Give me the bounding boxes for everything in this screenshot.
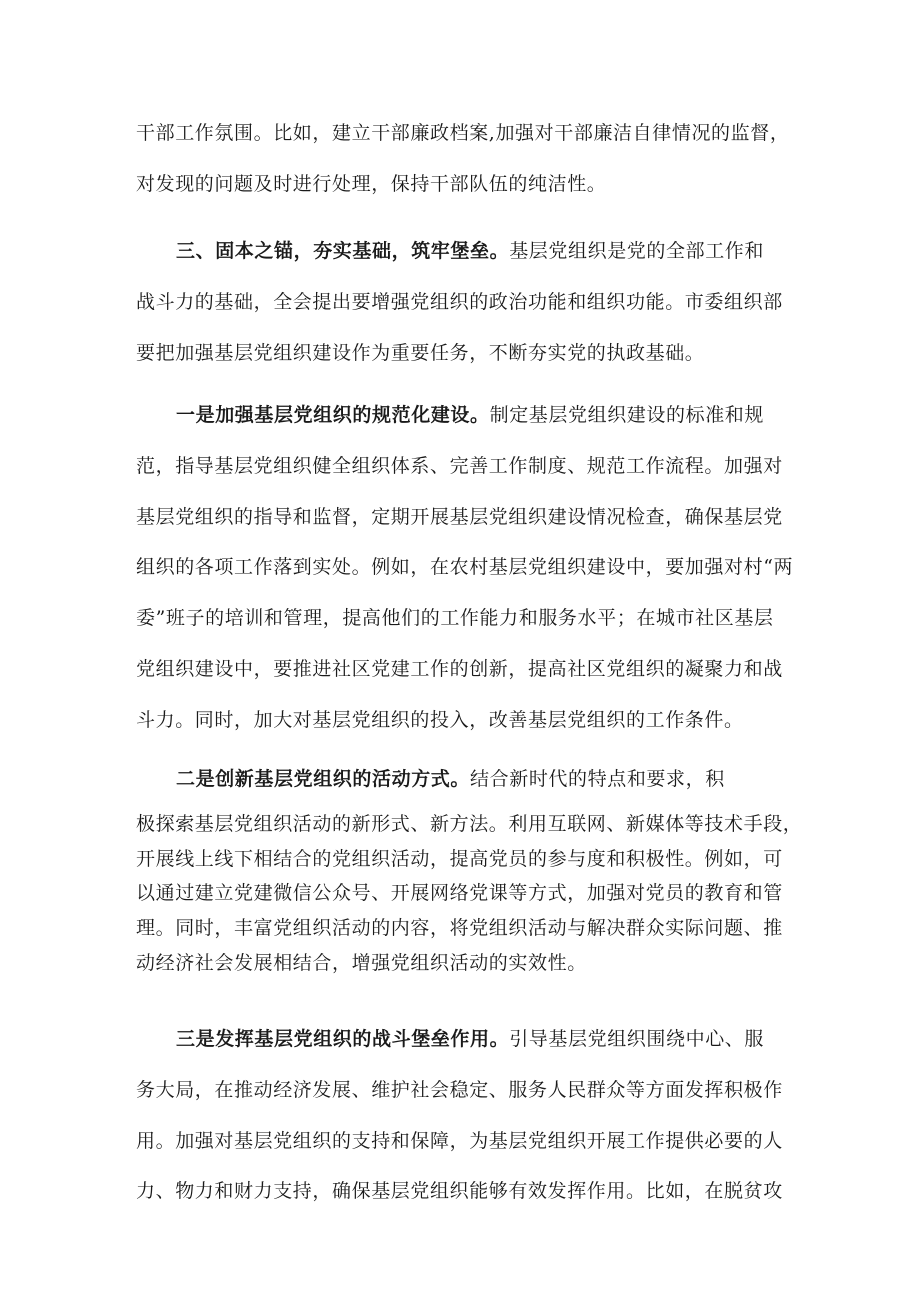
text-line: 基层党组织的指导和监督，定期开展基层党组织建设情况检查，确保基层党 <box>136 505 783 528</box>
text-line: 力、物力和财力支持，确保基层党组织能够有效发挥作用。比如，在脱贫攻 <box>136 1180 783 1203</box>
text-line: 党组织建设中，要推进社区党建工作的创新，提高社区党组织的凝聚力和战 <box>136 657 783 680</box>
text-run: 结合新时代的特点和要求，积 <box>470 768 725 790</box>
text-line: 斗力。同时，加大对基层党组织的投入，改善基层党组织的工作条件。 <box>136 708 744 731</box>
paragraph-cadre-integrity <box>136 118 796 220</box>
text-line: 理。同时，丰富党组织活动的内容，将党组织活动与解决群众实际问题、推 <box>136 917 783 940</box>
text-line: 战斗力的基础，全会提出要增强党组织的政治功能和组织功能。市委组织部 <box>136 290 783 313</box>
text-line <box>136 764 796 790</box>
text-run: 制定基层党组织建设的标准和规 <box>489 404 765 426</box>
text-line: 委”班子的培训和管理，提高他们的工作能力和服务水平；在城市社区基层 <box>136 607 774 630</box>
text-line: 务大局，在推动经济发展、维护社会稳定、服务人民群众等方面发挥积极作 <box>136 1078 783 1101</box>
text-run: 引导基层党组织围绕中心、服 <box>509 1028 765 1050</box>
text-line <box>136 236 796 262</box>
text-line: 组织的各项工作落到实处。例如，在农村基层党组织建设中，要加强对村“两 <box>136 556 794 579</box>
paragraph-section-three <box>136 236 796 388</box>
text-line: 对发现的问题及时进行处理，保持干部队伍的纯洁性。 <box>136 172 607 195</box>
paragraph-body <box>136 809 803 974</box>
paragraph-standardization <box>136 400 796 756</box>
text-line: 开展线上线下相结合的党组织活动，提高党员的参与度和积极性。例如，可 <box>136 847 783 870</box>
text-line: 干部工作氛围。比如，建立干部廉政档案,加强对干部廉洁自律情况的监督， <box>136 122 790 144</box>
text-line: 要把加强基层党组织建设作为重要任务，不断夯实党的执政基础。 <box>136 341 705 364</box>
text-line <box>136 1024 796 1050</box>
text-run: 基层党组织是党的全部工作和 <box>509 240 765 262</box>
text-line: 动经济社会发展相结合，增强党组织活动的实效性。 <box>136 951 587 974</box>
item-heading: 三是发挥基层党组织的战斗堡垒作用。 <box>176 1028 510 1050</box>
paragraph-activity-methods <box>136 764 803 983</box>
text-line: 极探索基层党组织活动的新形式、新方法。利用互联网、新媒体等技术手段， <box>136 812 803 835</box>
item-heading: 二是创新基层党组织的活动方式。 <box>176 768 471 790</box>
text-line: 范，指导基层党组织健全组织体系、完善工作制度、规范工作流程。加强对 <box>136 454 783 477</box>
text-line: 以通过建立党建微信公众号、开展网络党课等方式，加强对党员的教育和管 <box>136 882 783 905</box>
item-heading: 一是加强基层党组织的规范化建设。 <box>176 404 490 426</box>
text-line: 用。加强对基层党组织的支持和保障，为基层党组织开展工作提供必要的人 <box>136 1129 783 1152</box>
text-line <box>136 400 796 426</box>
section-heading: 三、固本之锚，夯实基础，筑牢堡垒。 <box>176 240 510 262</box>
paragraph-fighting-fortress <box>136 1024 796 1227</box>
